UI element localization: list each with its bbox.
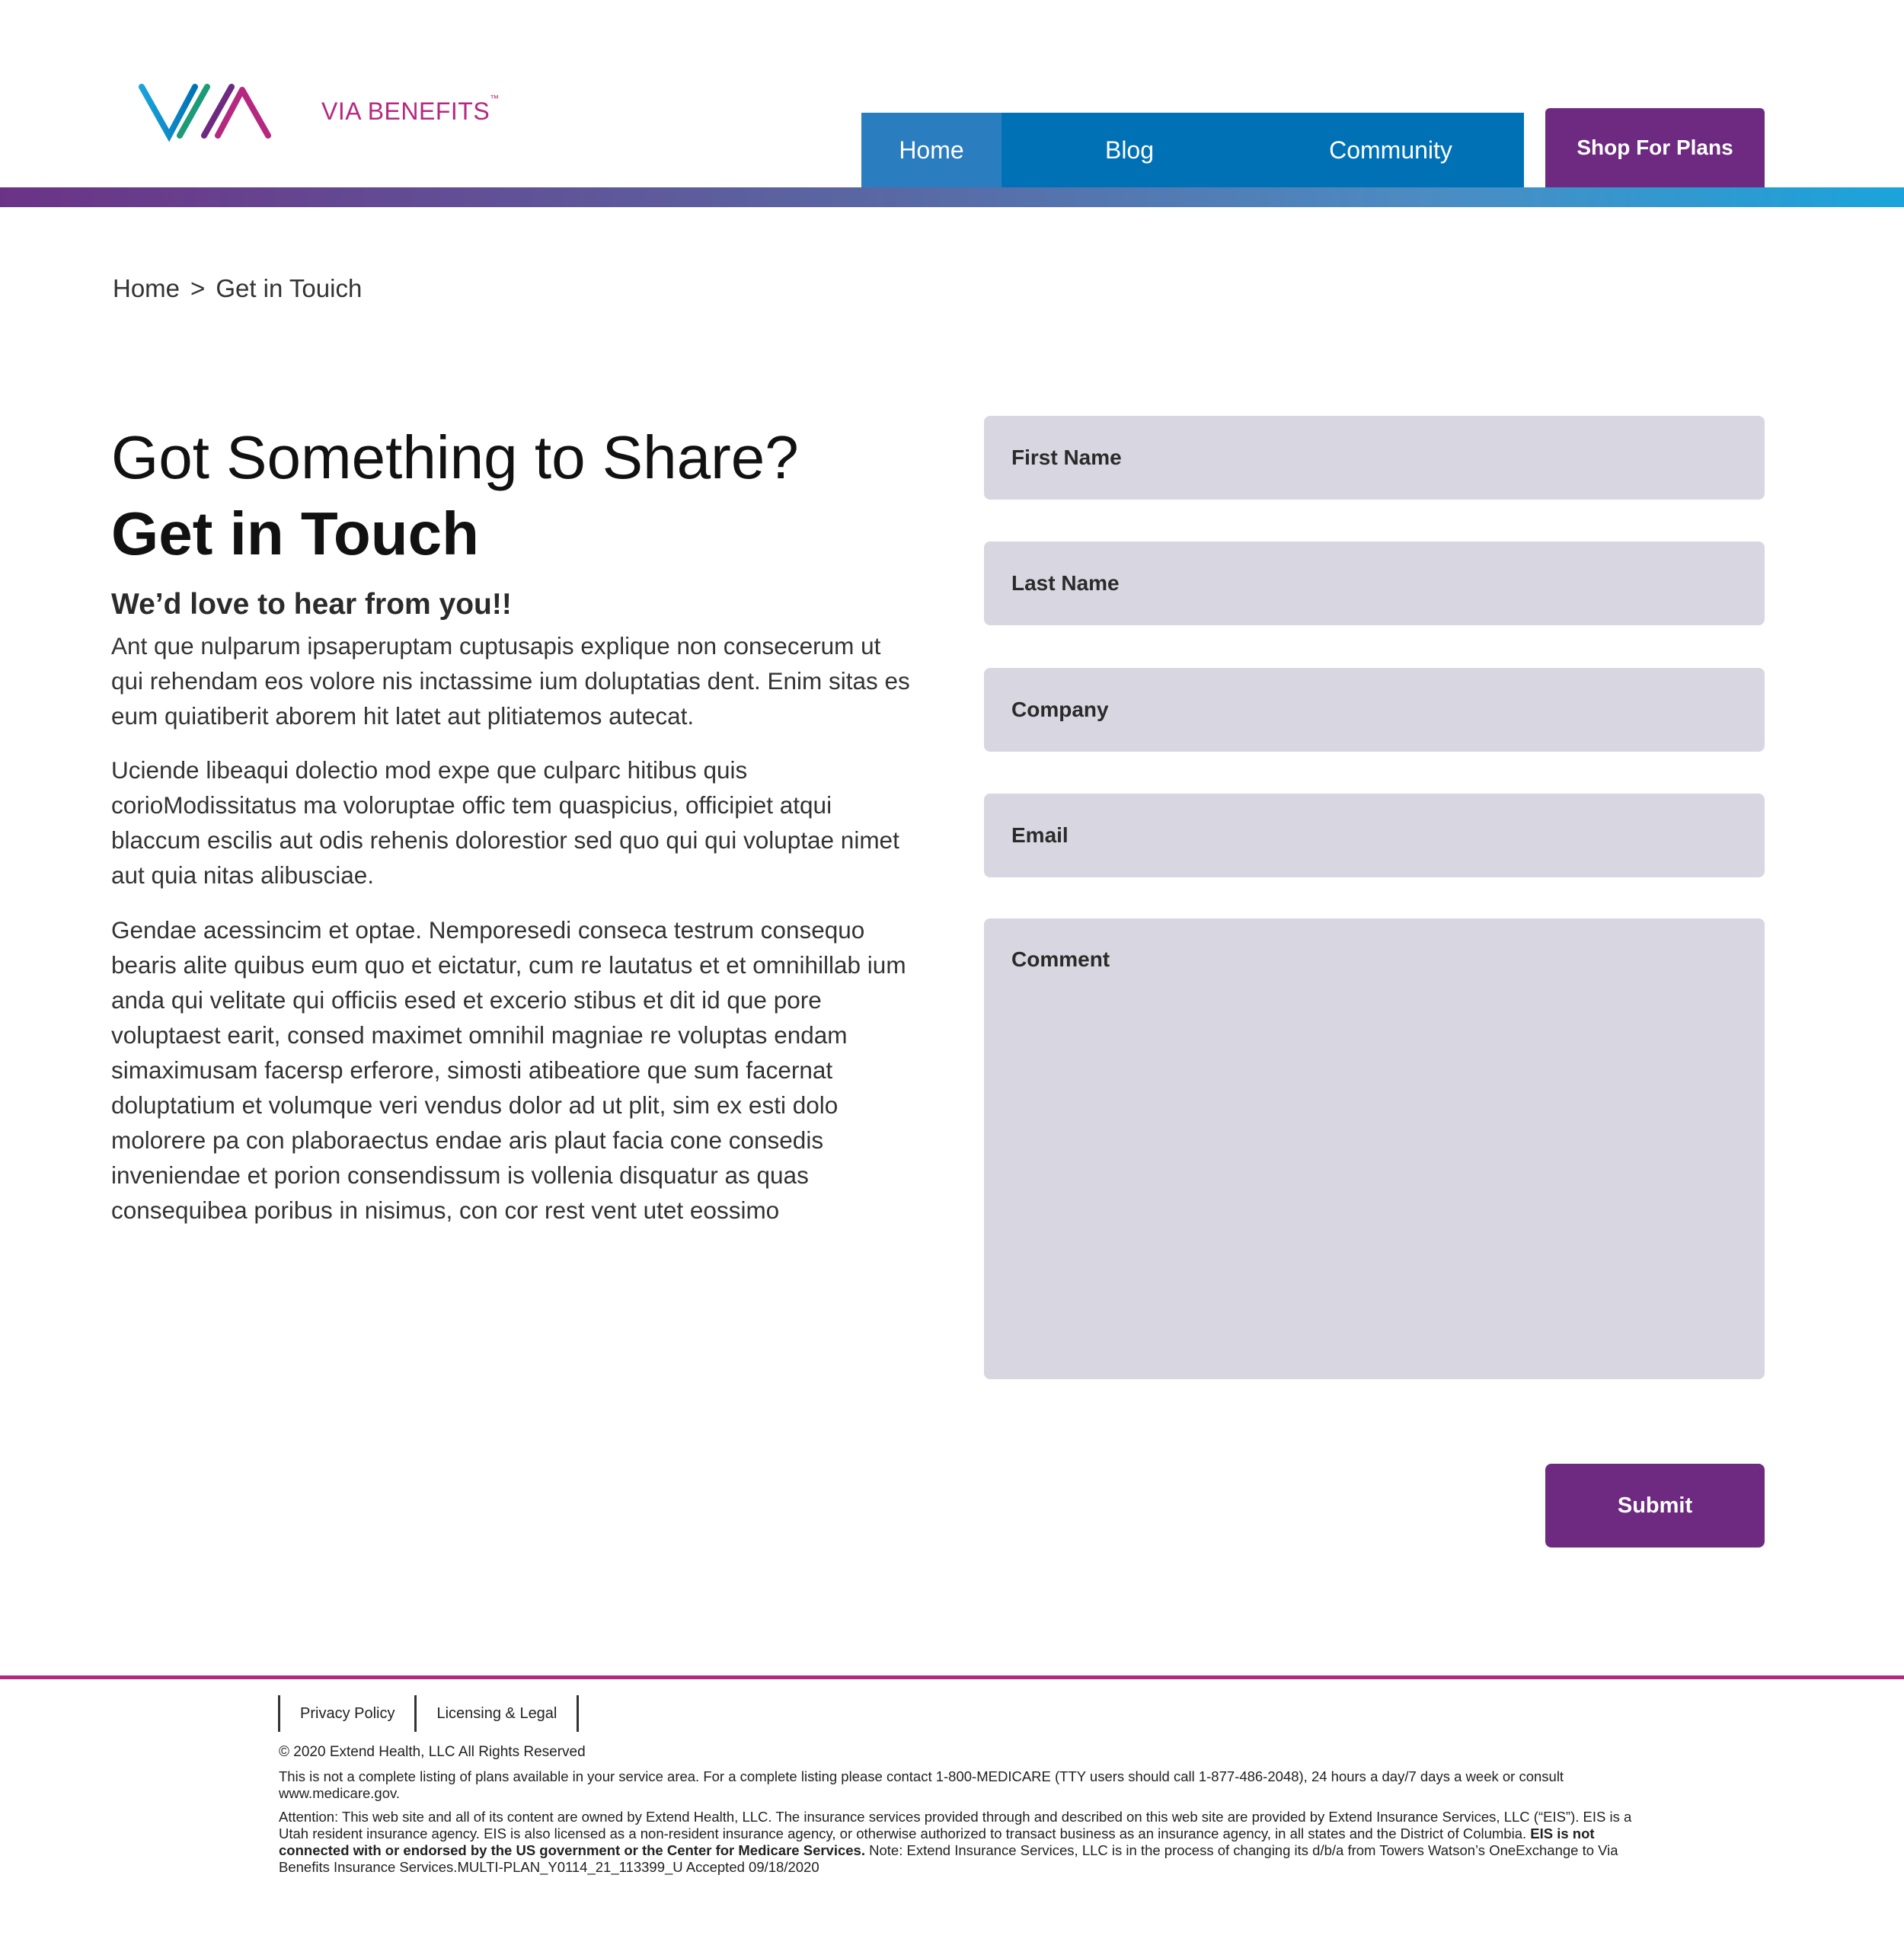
company-label: Company <box>1011 698 1109 721</box>
privacy-policy-link[interactable]: Privacy Policy <box>278 1695 414 1732</box>
submit-button[interactable]: Submit <box>1545 1464 1765 1548</box>
logo-wordmark: VIA BENEFITS™ <box>321 93 500 125</box>
shop-for-plans-button[interactable]: Shop For Plans <box>1545 108 1765 187</box>
footer-divider <box>0 1675 1904 1679</box>
page-heading-bold: Get in Touch <box>111 500 479 567</box>
via-logo-mark-icon <box>139 82 321 143</box>
email-field[interactable] <box>984 794 1765 877</box>
last-name-field[interactable] <box>984 541 1765 625</box>
breadcrumb-separator: > <box>190 274 206 302</box>
last-name-label: Last Name <box>1011 571 1120 595</box>
comment-label: Comment <box>1011 947 1110 971</box>
comment-textarea[interactable] <box>984 918 1765 1379</box>
copyright-text: © 2020 Extend Health, LLC All Rights Reserved <box>279 1744 586 1760</box>
header-gradient-bar <box>0 187 1904 207</box>
via-benefits-logo[interactable] <box>139 82 500 143</box>
company-field[interactable] <box>984 668 1765 752</box>
nav-item-blog[interactable] <box>1002 113 1257 187</box>
email-label: Email <box>1011 823 1069 847</box>
breadcrumb-home-link[interactable]: Home <box>113 274 180 302</box>
body-paragraph: Gendae acessincim et optae. Nemporesedi conseca testrum consequo bearis alite quibus eum quo et eictatur, cum re lautatus et et omnihillab ium anda qui velitate qui officiis esed et excerio stibus et dit id que pore voluptaest earit, consed maximet omnihil magniae re voluptas endam simaximusam facersp erferore, simosti atibeatiore que sum facernat doluptatium et volumque veri vendus dolor ad ut plit, sim ex esti dolo molorere pa con plaboraectus endae aris plaut facia cone consedis inveniendae et porion consendissum is vollenia disquatur as quas consequibea poribus in nisimus, con cor rest vent utet eossimo <box>111 916 906 1224</box>
nav-item-label: Home <box>899 136 964 164</box>
first-name-label: First Name <box>1011 446 1122 469</box>
body-paragraph: Ant que nulparum ipsaperuptam cuptusapis explique non consecerum ut qui rehendam eos volore nis inctassime ium doluptatias dent. Enim sitas es eum quiatiberit aborem hit latet aut plitiatemos autecat. <box>111 632 910 730</box>
licensing-legal-link[interactable]: Licensing & Legal <box>414 1695 579 1732</box>
attention-disclaimer: Attention: This web site and all of its content are owned by Extend Health, LLC. The insurance services provided through and described on this web site are provided by Extend Insurance Services, LLC (“EIS”). EIS is a Utah resident insurance agency. EIS is also licensed as a non-resident insurance agency, or otherwise authorized to transact business as an insurance agency, in all states and the District of Columbia. EIS is not connected with or endorsed by the US government or the Center for Medicare Services. Note: Extend Insurance Services, LLC is in the process of changing its d/b/a from Towers Watson’s OneExchange to Via Benefits Insurance Services.MULTI-PLAN_Y0114_21_113399_U Accepted 09/18/2020 <box>279 1809 1632 1875</box>
first-name-field[interactable] <box>984 416 1765 500</box>
nav-item-home[interactable] <box>861 113 1002 187</box>
page-subheading: We’d love to hear from you!! <box>111 588 512 621</box>
footer-links <box>278 1695 579 1732</box>
body-paragraph: Uciende libeaqui dolectio mod expe que culparc hitibus quis corioModissitatus ma voloruptae offic tem quaspicius, officipiet atqui blaccum escilis aut odis rehenis dolorestior sed quo qui qui voluptae nimet aut quia nitas alibusciae. <box>111 756 899 889</box>
nav-item-label: Blog <box>1104 136 1155 164</box>
breadcrumb <box>113 274 362 303</box>
disclaimer-text: This is not a complete listing of plans available in your service area. For a complete listing please contact 1-800-MEDICARE (TTY users should call 1-877-486-2048), 24 hours a day/7 days a week or consult www.medicare.gov. <box>279 1768 1564 1801</box>
breadcrumb-current: Get in Touich <box>216 274 363 302</box>
main-nav <box>861 113 1524 187</box>
nav-item-community[interactable] <box>1257 113 1524 187</box>
nav-item-label: Community <box>1329 136 1452 164</box>
page-heading-light: Got Something to Share? <box>111 423 799 491</box>
